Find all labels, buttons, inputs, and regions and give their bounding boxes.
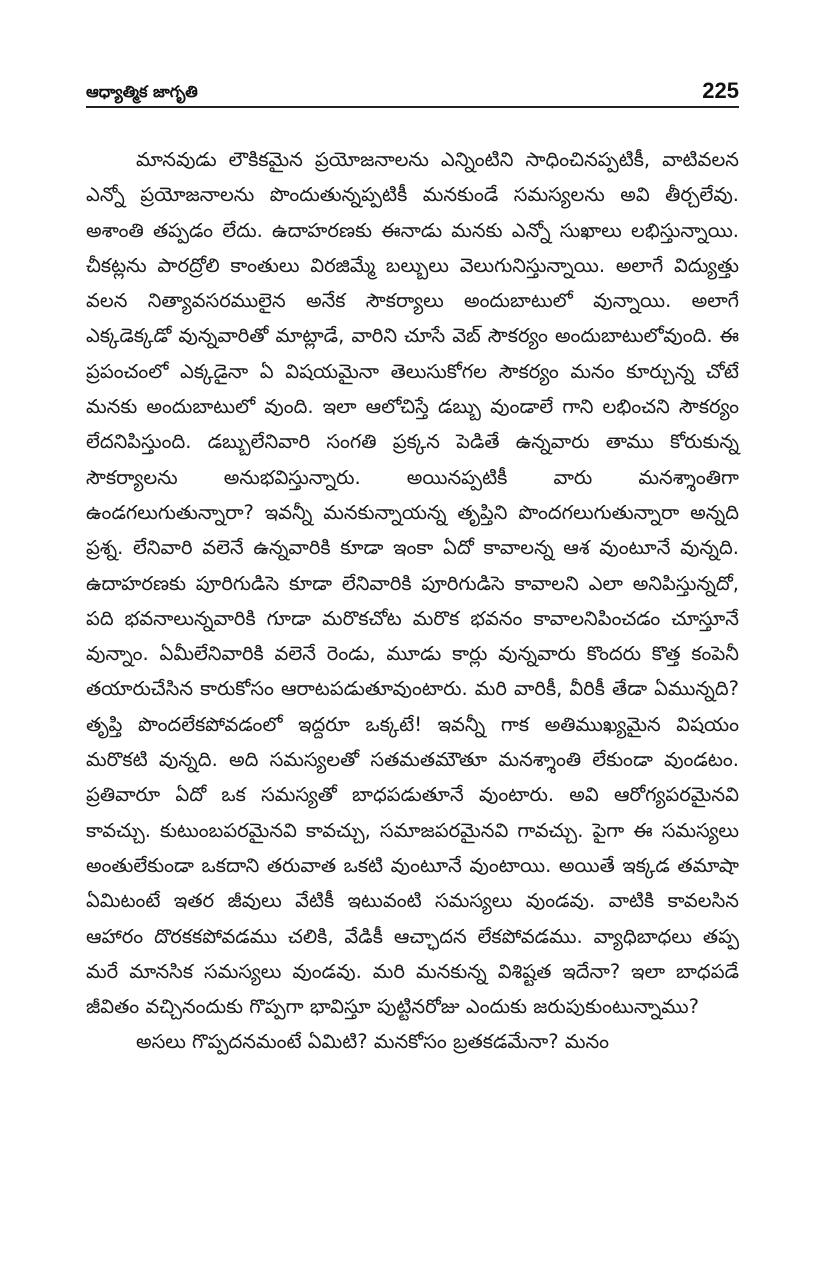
running-header [86, 76, 739, 104]
body-text [86, 142, 739, 1060]
paragraph: మానవుడు లౌకికమైన ప్రయోజనాలను ఎన్నింటిని సాధించినప్పటికీ, వాటివలన ఎన్నో ప్రయోజనాలను పొందుతున్నప్పటికీ మనకుండే సమస్యలను అవి తీర్చలేవు. అశాంతి తప్పడం లేదు. ఉదాహరణకు ఈనాడు మనకు ఎన్నో సుఖాలు లభిస్తున్నాయి. చీకట్లను పారద్రోలి కాంతులు విరజిమ్మే బల్బులు వెలుగునిస్తున్నాయి. అలాగే విద్యుత్తు వలన నిత్యావసరములైన అనేక సౌకర్యాలు అందుబాటులో వున్నాయి. అలాగే ఎక్కడెక్కడో వున్నవారితో మాట్లాడే, వారిని చూసే వెబ్ సౌకర్యం అందుబాటులోవుంది. ఈ ప్రపంచంలో ఎక్కడైనా ఏ విషయమైనా తెలుసుకోగల సౌకర్యం మనం కూర్చున్న చోటే మనకు అందుబాటులో వుంది. ఇలా ఆలోచిస్తే డబ్బు వుండాలే గాని లభించని సౌకర్యం లేదనిపిస్తుంది. డబ్బులేనివారి సంగతి ప్రక్కన పెడితే ఉన్నవారు తాము కోరుకున్న సౌకర్యాలను అనుభవిస్తున్నారు. అయినప్పటికీ వారు మనశ్శాంతిగా ఉండగలుగుతున్నారా? ఇవన్నీ మనకున్నాయన్న తృప్తిని పొందగలుగుతున్నారా అన్నది ప్రశ్న. లేనివారి వలెనే ఉన్నవారికి కూడా ఇంకా ఏదో కావాలన్న ఆశ వుంటూనే వున్నది. ఉదాహరణకు పూరిగుడిసె కూడా లేనివారికి పూరిగుడిసె కావాలని ఎలా అనిపిస్తున్నదో, పది భవనాలున్నవారికి గూడా మరొకచోట మరొక భవనం కావాలనిపించడం చూస్తూనే వున్నాం. ఏమీలేనివారికి వలెనే రెండు, మూడు కార్లు వున్నవారు కొందరు కొత్త కంపెనీ తయారుచేసిన కారుకోసం ఆరాటపడుతూవుంటారు. మరి వారికీ, వీరికీ తేడా ఏమున్నది? తృప్తి పొందలేకపోవడంలో ఇద్దరూ ఒక్కటే! ఇవన్నీ గాక అతిముఖ్యమైన విషయం మరొకటి వున్నది. అది సమస్యలతో సతమతమౌతూ మనశ్శాంతి లేకుండా వుండటం. ప్రతివారూ ఏదో ఒక సమస్యతో బాధపడుతూనే వుంటారు. అవి ఆరోగ్యపరమైనవి కావచ్చు. కుటుంబపరమైనవి కావచ్చు, సమాజపరమైనవి గావచ్చు. పైగా ఈ సమస్యలు అంతులేకుండా ఒకదాని తరువాత ఒకటి వుంటూనే వుంటాయి. అయితే ఇక్కడ తమాషా ఏమిటంటే ఇతర జీవులు వేటికీ ఇటువంటి సమస్యలు వుండవు. వాటికి కావలసిన ఆహారం దొరకకపోవడము చలికి, వేడికీ ఆచ్ఛాదన లేకపోవడము. వ్యాధిబాధలు తప్ప మరే మానసిక సమస్యలు వుండవు. మరి మనకున్న విశిష్టత ఇదేనా? ఇలా బాధపడే జీవితం వచ్చినందుకు గొప్పగా భావిస్తూ పుట్టినరోజు ఎందుకు జరుపుకుంటున్నాము? [86, 148, 739, 1019]
page-number: 225 [702, 78, 739, 103]
header-rule [86, 106, 739, 108]
paragraph: అసలు గొప్పదనమంటే ఏమిటి? మనకోసం బ్రతకడమేనా? మనం [136, 1030, 610, 1054]
book-title: ఆధ్యాత్మిక జాగృతి [86, 82, 198, 101]
